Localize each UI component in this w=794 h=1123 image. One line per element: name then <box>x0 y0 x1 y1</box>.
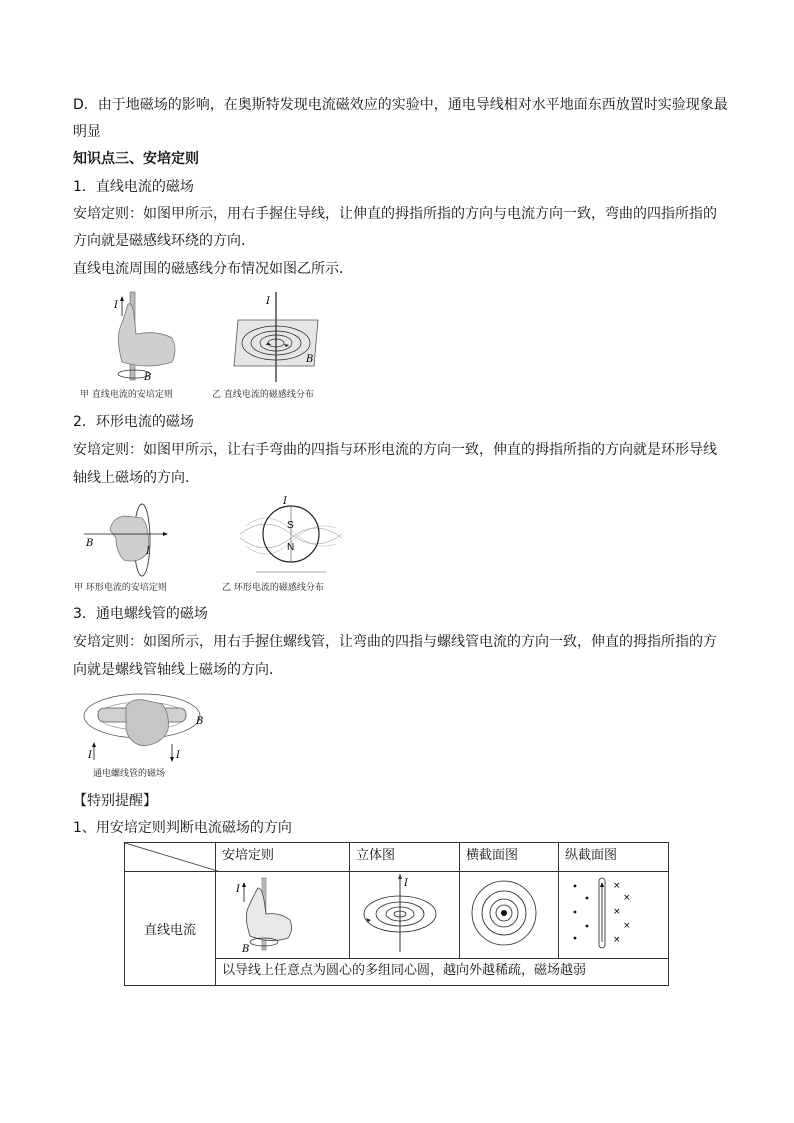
straight-current-fieldlines-figure <box>232 290 327 385</box>
option-d-line2: 明显 <box>73 124 101 140</box>
option-d-line1: D．由于地磁场的影响，在奥斯特发现电流磁效应的实验中，通电导线相对水平地面东西放置时实验现象最 <box>73 97 728 113</box>
concentric-ellipses-icon <box>350 872 452 954</box>
cross-mark: × <box>613 935 621 945</box>
current-label: I <box>266 296 270 307</box>
fig2-right-caption: 乙 环形电流的磁感线分布 <box>222 583 324 593</box>
fig1-left-caption: 甲 直线电流的安培定则 <box>80 390 173 400</box>
table-corner-cell <box>125 843 216 872</box>
row-label-straight-current: 直线电流 <box>125 872 216 986</box>
rule-straight-line2: 方向就是磁感线环绕的方向． <box>73 233 255 249</box>
current-label: I <box>404 878 408 889</box>
table-header-row <box>125 843 669 872</box>
cell-hand-image <box>216 872 350 959</box>
rule-solenoid-line1: 安培定则：如图所示，用右手握住螺线管，让弯曲的四指与螺线管电流的方向一致，伸直的拇指所指的方 <box>73 634 717 650</box>
section-heading: 知识点三、安培定则 <box>73 151 199 167</box>
fig2-left-caption: 甲 环形电流的安培定则 <box>74 583 167 593</box>
reminder-item-1: 1、用安培定则判断电流磁场的方向 <box>73 820 292 836</box>
cross-mark: × <box>623 921 631 931</box>
current-label: I <box>146 546 150 557</box>
cell-cross-section <box>460 872 559 959</box>
rule-circular-line1: 安培定则：如图甲所示，让右手弯曲的四指与环形电流的方向一致，伸直的拇指所指的方向就是环形导线 <box>73 442 717 458</box>
hand-grip-icon <box>216 872 341 954</box>
current-label-right: I <box>176 750 180 761</box>
table-note: 以导线上任意点为圆心的多组同心圆，越向外越稀疏，磁场越弱 <box>216 959 669 986</box>
dots-crosses-icon <box>559 872 659 954</box>
cross-mark: × <box>613 907 621 917</box>
right-hand-rule-table <box>124 842 669 986</box>
subheading-circular-current: 2．环形电流的磁场 <box>73 414 194 430</box>
cross-mark: × <box>613 881 621 891</box>
field-label: B <box>242 944 250 954</box>
cross-mark: × <box>623 893 631 903</box>
current-label: I <box>283 496 287 507</box>
straight-current-hand-figure <box>98 290 188 385</box>
table-row <box>125 872 669 959</box>
current-label-left: I <box>88 750 92 761</box>
cell-3d-view <box>350 872 460 959</box>
south-pole-label: S <box>287 520 294 531</box>
circular-current-hand-figure <box>80 500 170 580</box>
field-label: B <box>144 372 152 383</box>
header-longitudinal-section: 纵截面图 <box>559 843 669 872</box>
cell-longitudinal-section <box>559 872 669 959</box>
current-label: I <box>114 300 118 311</box>
special-reminder: 【特别提醒】 <box>73 793 157 809</box>
field-label: B <box>306 354 314 365</box>
north-pole-label: N <box>287 542 295 553</box>
field-label: B <box>86 538 94 549</box>
rule-solenoid-line2: 向就是螺线管轴线上磁场的方向． <box>73 662 283 678</box>
distribution-straight: 直线电流周围的磁感线分布情况如图乙所示． <box>73 261 353 277</box>
header-cross-section: 横截面图 <box>460 843 559 872</box>
header-3d-view: 立体图 <box>350 843 460 872</box>
concentric-circles-icon <box>460 872 550 954</box>
field-label: B <box>196 716 204 727</box>
rule-straight-line1: 安培定则：如图甲所示，用右手握住导线，让伸直的拇指所指的方向与电流方向一致，弯曲的四指所指的 <box>73 206 717 222</box>
solenoid-figure <box>78 688 208 766</box>
subheading-straight-current: 1．直线电流的磁场 <box>73 179 194 195</box>
current-label: I <box>236 884 240 895</box>
fig3-caption: 通电螺线管的磁场 <box>93 769 166 779</box>
rule-circular-line2: 轴线上磁场的方向． <box>73 470 199 486</box>
circular-current-fieldlines-figure <box>236 494 346 578</box>
subheading-solenoid: 3．通电螺线管的磁场 <box>73 606 208 622</box>
corner-diagonal <box>125 843 221 872</box>
fig1-right-caption: 乙 直线电流的磁感线分布 <box>212 390 314 400</box>
header-ampere-rule: 安培定则 <box>216 843 350 872</box>
